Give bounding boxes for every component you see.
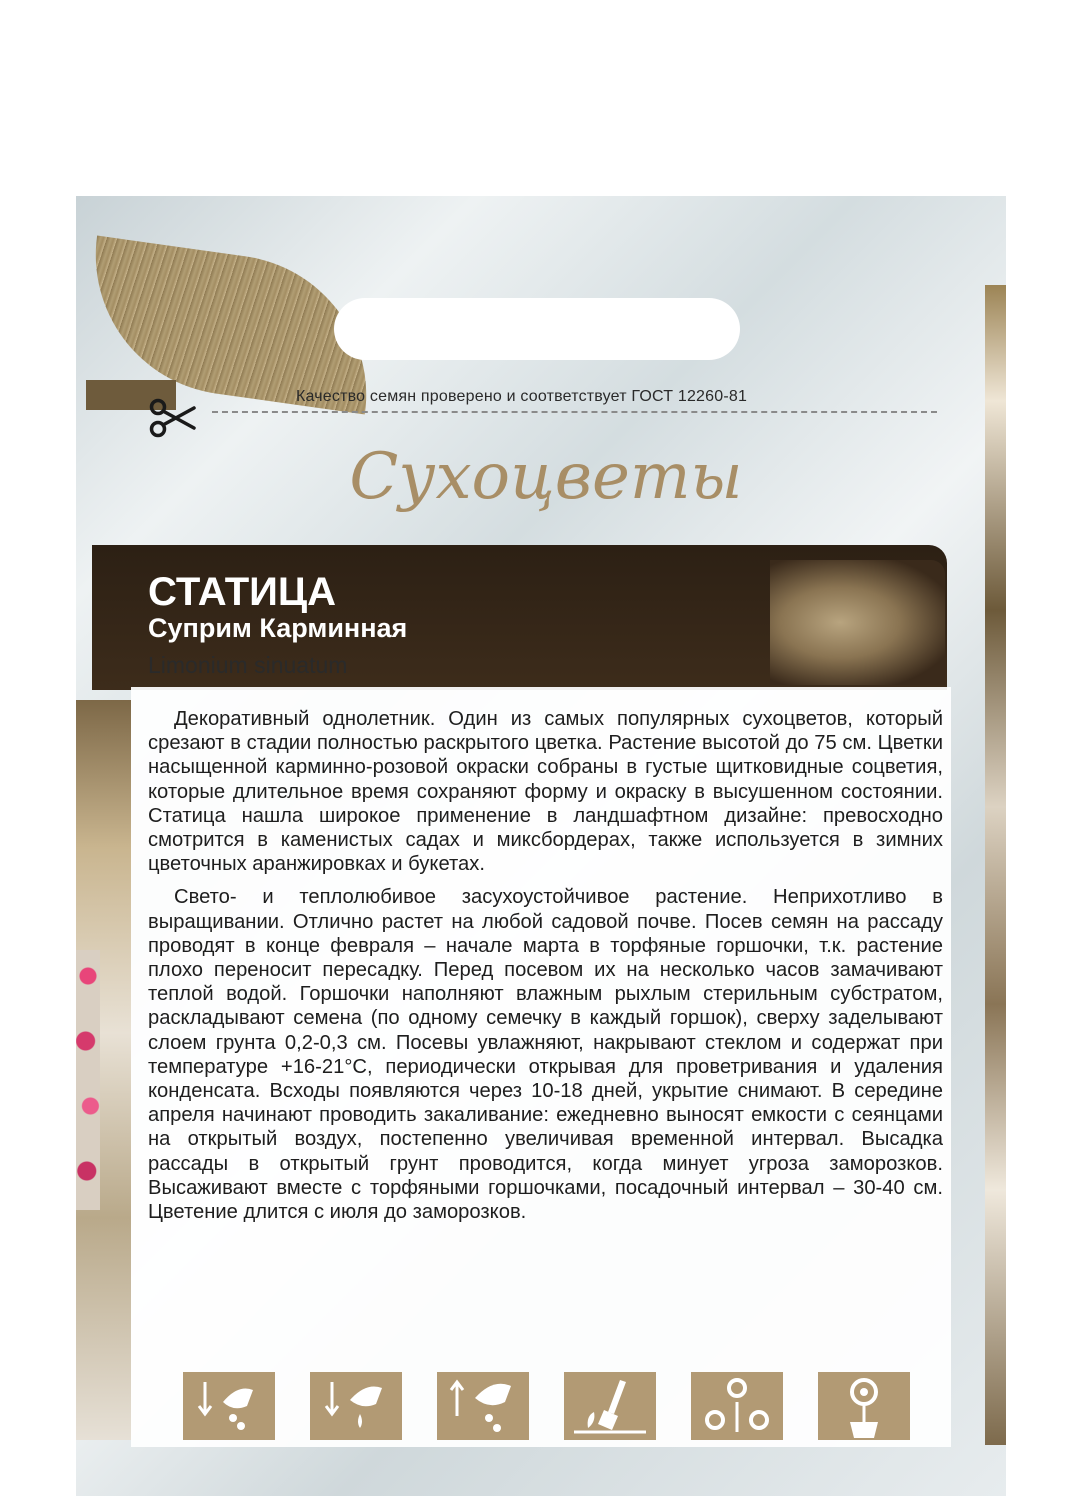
product-variety: Суприм Карминная bbox=[148, 613, 408, 643]
brand-logo: Сухоцветы bbox=[349, 440, 743, 514]
product-latin-name: Limonium sinuatum bbox=[148, 652, 348, 678]
title-band-photo bbox=[770, 560, 945, 685]
cut-line bbox=[212, 411, 937, 413]
flower-photo bbox=[76, 950, 100, 1210]
sprouting-icon bbox=[437, 1372, 529, 1440]
description-paragraph: Свето- и теплолюбивое засухоустойчивое растение. Неприхотливо в выращивании. Отлично растет на любой садовой почве. Посев семян на рассаду проводят в конце февраля – начале марта в торфяные горшочки, т.к. растение плохо переносит пересадку. Перед посевом их на несколько часов замачивают теплой водой. Горшочки наполняют влажным рыхлым стерильным субстратом, раскладывают семена (по одному семечку в каждый горшок), сверху заделывают слоем грунта 0,2-0,3 см. Посевы увлажняют, накрывают стеклом и содержат при температуре +16-21°C, периодически открывая для проветривания и удаления конденсата. Всходы появляются через 10-18 дней, укрытие снимают. В середине апреля начинают проводить закаливание: ежедневно выносят емкости с сеянцами на открытый воздух, постепенно увеличивая временной интервал. Высадка рассады в открытый грунт проводится, когда минует угроза заморозков. Высаживают вместе с торфяными горшочками, посадочный интервал – 30-40 см. Цветение длится с июля до заморозков. bbox=[148, 886, 943, 1224]
description-paragraph: Декоративный однолетник. Один из самых популярных сухоцветов, который срезают в стадии полностью раскрытого цветка. Растение высотой до 75 см. Цветки насыщенной карминно-розовой окраски собраны в густые щитковидные соцветия, которые длительное время сохраняют форму и окраску в высушенном состоянии. Статица нашла широкое применение в ландшафтном дизайне: превосходно смотрится в каменистых садах и миксбордерах, также используется в зимних цветочных аранжировках и букетах. bbox=[148, 708, 943, 876]
hang-hole bbox=[334, 298, 740, 360]
description-text bbox=[148, 707, 943, 1233]
sowing-icon bbox=[183, 1372, 275, 1440]
quality-note: Качество семян проверено и соответствует ГОСТ 12260-81 bbox=[296, 388, 748, 405]
product-name: СТАТИЦА bbox=[148, 570, 336, 614]
flowering-icon bbox=[818, 1372, 910, 1440]
planting-icon bbox=[564, 1372, 656, 1440]
care-icons-row bbox=[183, 1372, 923, 1440]
spacing-icon bbox=[691, 1372, 783, 1440]
side-photo-strip bbox=[985, 285, 1006, 1445]
watering-icon bbox=[310, 1372, 402, 1440]
scissors-icon bbox=[148, 398, 198, 438]
